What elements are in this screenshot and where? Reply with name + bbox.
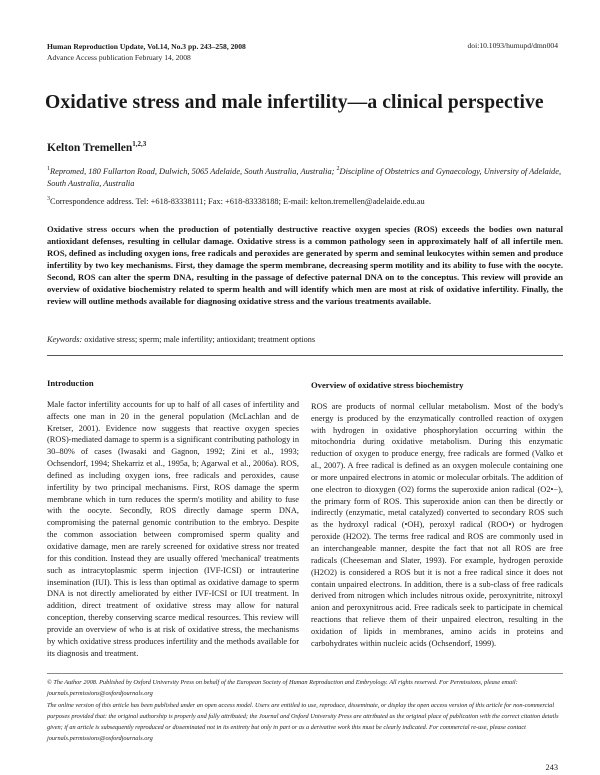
- keywords: [47, 335, 563, 344]
- affiliations: [47, 164, 562, 189]
- correspondence-text: Correspondence address. Tel: +618-83338111; Fax: +618-83338188; E-mail: kelton.tremellen@adelaide.edu.au: [50, 196, 425, 206]
- overview-section: [311, 380, 563, 650]
- article-title: Oxidative stress and male infertility—a clinical perspective: [45, 92, 544, 113]
- abstract: Oxidative stress occurs when the production of potentially destructive reactive oxygen species (ROS) exceeds the bodies own natural antioxidant defenses, resulting in cellular damage. Oxidative stress is a common pathology seen in approximately half of all infertile men. ROS, defined as including oxygen ions, free radicals and peroxides are generated by sperm and seminal leukocytes within semen and produce infertility by two key mechanisms. First, they damage the sperm membrane, decreasing sperm motility and its ability to fuse with the oocyte. Second, ROS can alter the sperm DNA, resulting in the passage of defective paternal DNA on to the conceptus. This review will provide an overview of oxidative biochemistry related to sperm health and will identify which men are most at risk of oxidative infertility. Finally, the review will outline methods available for diagnosing oxidative stress and the various treatments available.: [47, 224, 563, 306]
- footnote: [47, 677, 562, 745]
- author-name: [47, 140, 146, 154]
- license-notice: The online version of this article has been published under an open access model. Users are entitled to use, reproduce, disseminate, or display the open access version of this article for non-commercial purposes provided that: the original authorship is properly and fully attributed; the Journal and Oxford University Press are attributed as the original place of publication with the correct citation details given; if an article is subsequently reproduced or disseminated not in its entirety but only in part or as a derivative work this must be clearly indicated. For commercial re-use, please contact journals.permissions@oxfordjournals.org: [47, 701, 559, 743]
- journal-citation: Human Reproduction Update, Vol.14, No.3 pp. 243–258, 2008: [47, 42, 246, 51]
- overview-text: ROS are products of normal cellular metabolism. Most of the body's energy is produced by the enzymatically controlled reaction of oxygen with hydrogen in oxidative phosphorylation occurring within the mitochondria during oxidative metabolism. During this enzymatic reduction of oxygen to produce energy, free radicals are formed (Valko et al., 2007). A free radical is defined as an oxygen molecule containing one or more unpaired electrons in atomic or molecular orbitals. The addition of one electron to dioxygen (O2) forms the superoxide anion radical (O2•−), the primary form of ROS. This superoxide anion can then be directly or indirectly (enzymatic, metal catalyzed) converted to secondary ROS such as the hydroxyl radical (•OH), peroxyl radical (ROO•) or hydrogen peroxide (H2O2). The terms free radical and ROS are commonly used in an interchangeable manner, despite the fact that not all ROS are free radicals (Cheeseman and Slater, 1993). For example, hydrogen peroxide (H2O2) is considered a ROS but it is not a free radical since it does not contain unpaired electrons. In addition, there is a sub-class of free radicals derived from nitrogen which includes nitrous oxide, peroxynitrite, nitroxyl anion and peroxynitrous acid. Free radicals seek to participate in chemical reactions that relieve them of their unpaired electron, resulting in the oxidation of lipids in membranes, amino acids in proteins and carbohydrates within nucleic acids (Ochsendorf, 1999).: [311, 401, 563, 648]
- footnote-divider: [47, 673, 563, 674]
- correspondence-mark: 3: [47, 196, 50, 202]
- running-header: [47, 41, 246, 63]
- author-name-text: Kelton Tremellen: [47, 141, 133, 154]
- overview-heading: Overview of oxidative stress biochemistry: [311, 380, 464, 390]
- correspondence: [47, 196, 562, 206]
- abstract-divider: [47, 355, 563, 356]
- copyright-notice: © The Author 2008. Published by Oxford University Press on behalf of the European Society of Human Reproduction and Embryology. All rights reserved. For Permissions, please email: journals.permissions@oxfordjournals.org: [47, 679, 518, 698]
- affiliation-1: Repromed, 180 Fullarton Road, Dulwich, 5065 Adelaide, South Australia, Australia;: [50, 166, 337, 176]
- keywords-list: oxidative stress; sperm; male infertility; antioxidant; treatment options: [82, 335, 316, 344]
- advance-access-date: Advance Access publication February 14, 2008: [47, 53, 191, 62]
- introduction-section: [47, 378, 299, 659]
- keywords-label: Keywords:: [47, 335, 83, 344]
- doi[interactable]: doi:10.1093/humupd/dmn004: [467, 41, 558, 50]
- page-number: 243: [545, 763, 558, 772]
- affiliation-1-mark: 1: [47, 166, 50, 172]
- author-affiliation-marks: 1,2,3: [132, 140, 147, 148]
- introduction-text: Male factor infertility accounts for up to half of all cases of infertility and affects one man in 20 in the general population (McLachlan and de Kretser, 2001). Evidence now suggests that reactive oxygen species (ROS)-mediated damage to sperm is a significant contributing pathology in 30–80% of cases (Iwasaki and Gagnon, 1992; Zini et al., 1993; Ochsendorf, 1994; Shekarriz et al., 1995a, b; Agarwal et al., 2006a). ROS, defined as including oxygen ions, free radicals and peroxides, cause infertility by two principal mechanisms. First, ROS damage the sperm membrane which in turn reduces the sperm's motility and ability to fuse with the oocyte. Secondly, ROS directly damage sperm DNA, compromising the paternal genomic contribution to the embryo. Despite the common association between compromised sperm quality and oxidative damage, men are rarely screened for oxidative stress nor treated for this condition. Instead they are usually offered 'mechanical' treatments such as intracytoplasmic sperm injection (IVF-ICSI) or intrauterine insemination (IUI). This is less than optimal as oxidative damage to sperm DNA is not directly ameliorated by either IVF-ICSI or IUI treatment. In addition, direct treatment of oxidative stress may allow for natural conception, thereby conserving scarce medical resources. This review will provide an overview of who is at risk of oxidative stress, the mechanisms by which oxidative stress produces infertility and the methods available for its diagnosis and treatment.: [47, 399, 299, 658]
- affiliation-2-mark: 2: [336, 166, 340, 172]
- affiliation-2: Discipline of Obstetrics and Gynaecology, University of Adelaide, South Australia, Australia: [47, 166, 562, 188]
- introduction-heading: Introduction: [47, 378, 94, 388]
